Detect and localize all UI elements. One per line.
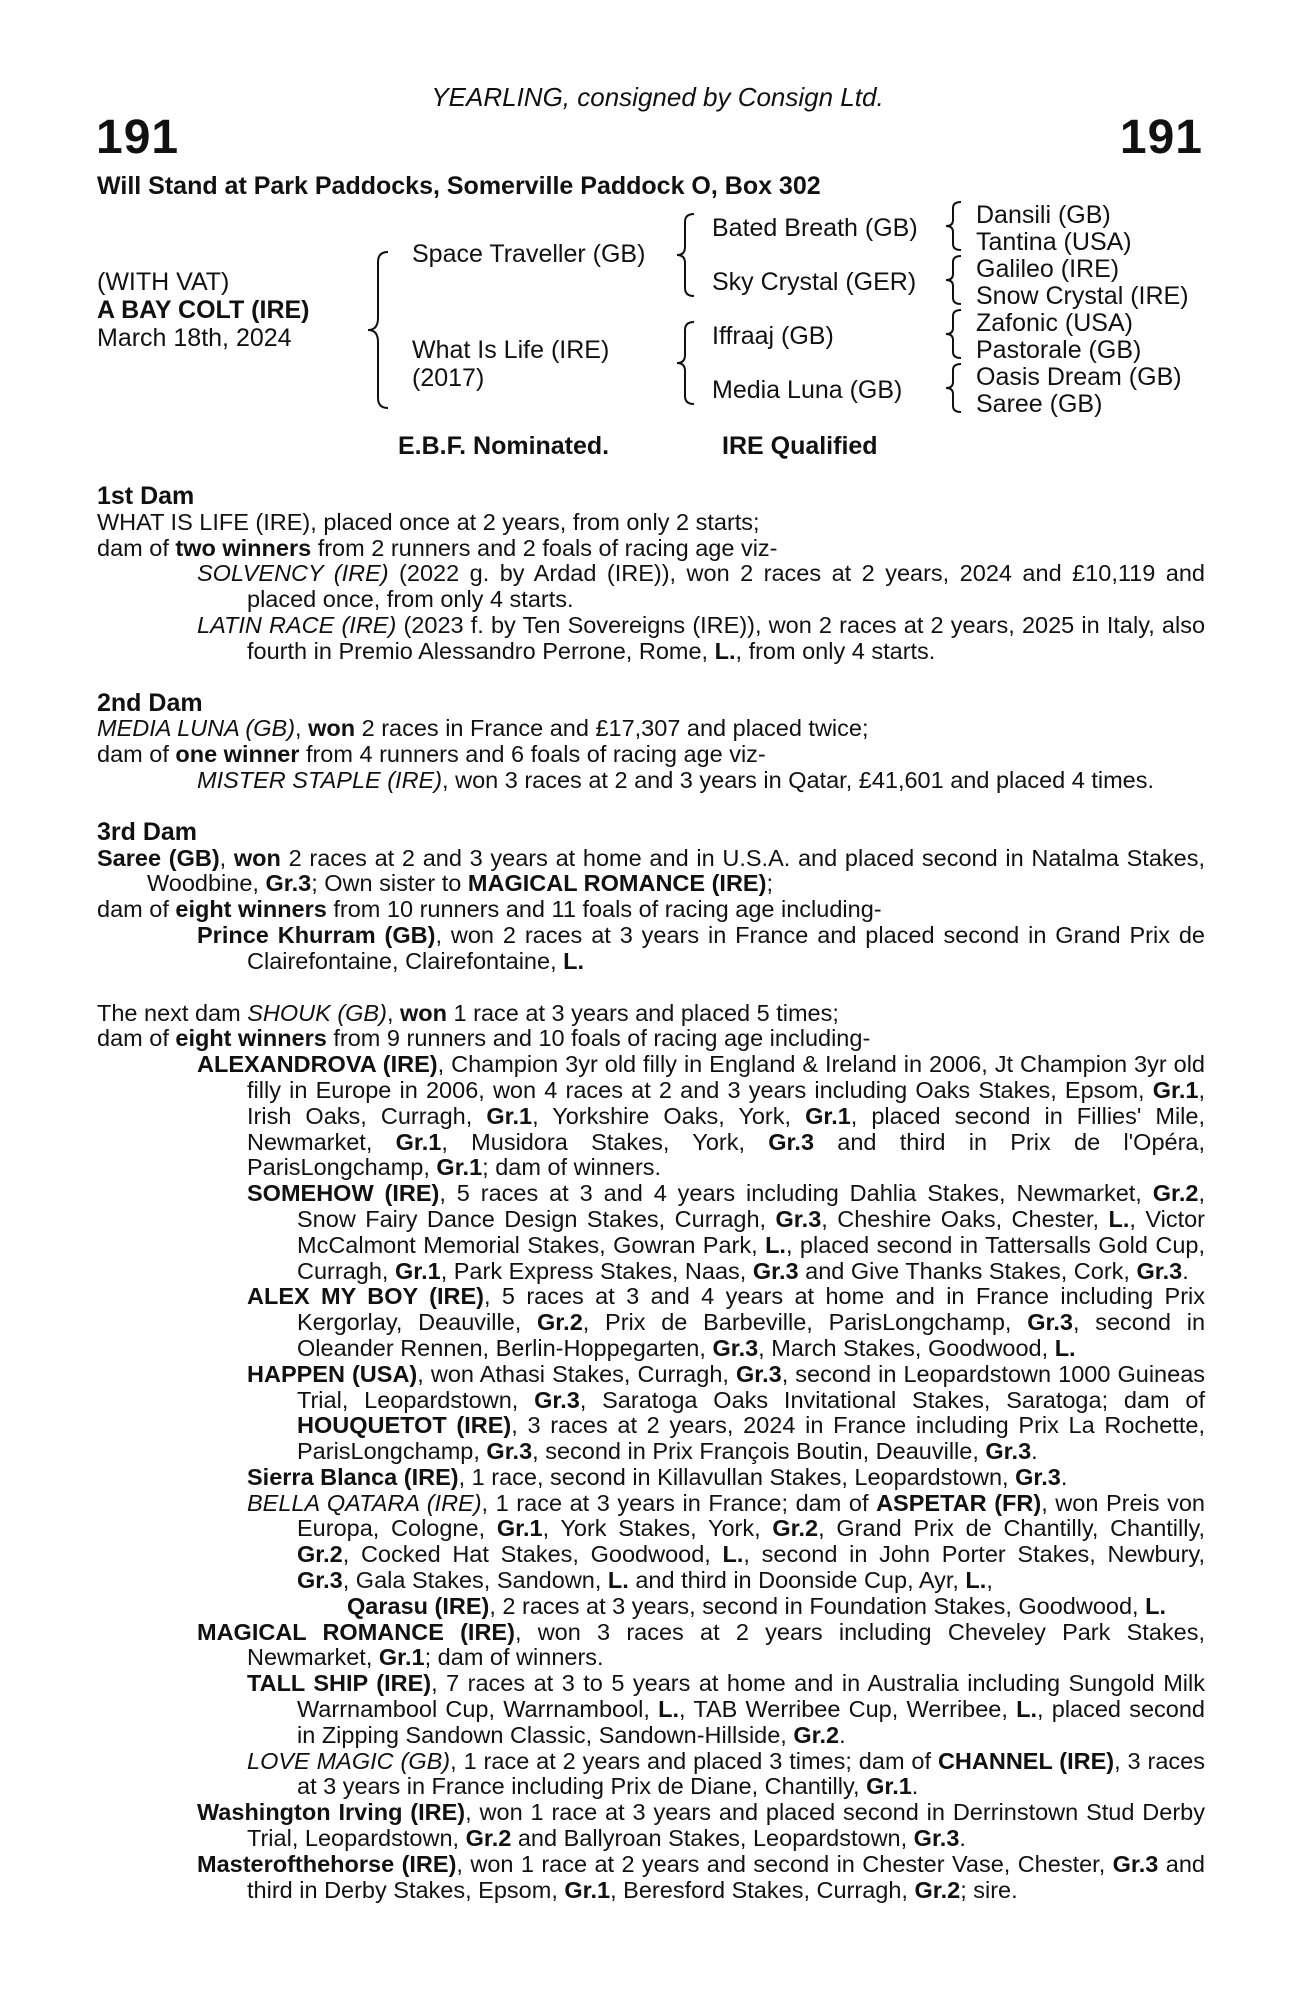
third-dam-winners: dam of eight winners from 10 runners and 11 foals of racing age including-	[97, 896, 882, 923]
brace-g1	[944, 200, 964, 252]
foal-magical-romance: MAGICAL ROMANCE (IRE), won 3 races at 2 years including Cheveley Park Stakes, Newmarket, Gr.1; dam of winners.	[197, 1618, 1205, 1671]
lot-number-left: 191	[96, 111, 180, 164]
foal-solvency: SOLVENCY (IRE) (2022 g. by Ardad (IRE)), won 2 races at 2 years, 2024 and £10,119 and placed once, from only 4 starts.	[197, 560, 1205, 613]
foal-love-magic: LOVE MAGIC (GB), 1 race at 2 years and placed 3 times; dam of CHANNEL (IRE), 3 races at 3 years in France including Prix de Diane, Chantilly, Gr.1.	[247, 1747, 1205, 1800]
first-dam-heading: 1st Dam	[97, 482, 195, 510]
ped-g3-7: Oasis Dream (GB)	[976, 363, 1182, 391]
foal-washington-irving: Washington Irving (IRE), won 1 race at 3 years and placed second in Derrinstown Stud Derby Trial, Leopardstown, Gr.2 and Ballyroan Stakes, Leopardstown, Gr.3.	[197, 1799, 1205, 1852]
ped-sire: Space Traveller (GB)	[412, 240, 646, 268]
third-dam-heading: 3rd Dam	[97, 817, 198, 846]
foal-sierra-blanca: Sierra Blanca (IRE), 1 race, second in Killavullan Stakes, Leopardstown, Gr.3.	[247, 1463, 1068, 1490]
ped-sire-sire: Bated Breath (GB)	[712, 214, 918, 242]
foal-prince-khurram: Prince Khurram (GB), won 2 races at 3 years in France and placed second in Grand Prix de Clairefontaine, Clairefontaine, L.	[197, 921, 1205, 974]
ped-dam: What Is Life (IRE)	[412, 336, 610, 364]
foal-masterofthehorse: Masterofthehorse (IRE), won 1 race at 2 years and second in Chester Vase, Chester, Gr.3 and third in Derby Stakes, Epsom, Gr.1, Beresford Stakes, Curragh, Gr.2; sire.	[197, 1850, 1205, 1903]
brace-g2	[944, 254, 964, 306]
ped-dam-year: (2017)	[412, 364, 485, 392]
lot-dob: March 18th, 2024	[97, 324, 292, 352]
ped-sire-dam: Sky Crystal (GER)	[712, 268, 917, 296]
next-dam-winners: dam of eight winners from 9 runners and 10 foals of racing age including-	[97, 1025, 871, 1052]
brace-g4	[944, 362, 964, 414]
next-dam-line: The next dam SHOUK (GB), won 1 race at 3 years and placed 5 times;	[97, 999, 839, 1026]
foal-somehow: SOMEHOW (IRE), 5 races at 3 and 4 years including Dahlia Stakes, Newmarket, Gr.2, Snow Fairy Dance Design Stakes, Curragh, Gr.3, Cheshire Oaks, Chester, L., Victor McCalmont Memorial Stakes, Gowran Park, L., placed second in Tattersalls Gold Cup, Curragh, Gr.1, Park Express Stakes, Naas, Gr.3 and Give Thanks Stakes, Cork, Gr.3.	[247, 1180, 1206, 1284]
produce-record	[97, 484, 1205, 1903]
first-dam-line: WHAT IS LIFE (IRE), placed once at 2 years, from only 2 starts;	[97, 508, 760, 535]
second-dam-heading: 2nd Dam	[97, 688, 203, 717]
foal-alex-my-boy: ALEX MY BOY (IRE), 5 races at 3 and 4 years at home and in France including Prix Kergorlay, Deauville, Gr.2, Prix de Barbeville, ParisLongchamp, Gr.3, second in Oleander Rennen, Berlin-Hoppegarten, Gr.3, March Stakes, Goodwood, L.	[247, 1283, 1206, 1361]
second-dam-line: MEDIA LUNA (GB), won 2 races in France and £17,307 and placed twice;	[97, 715, 869, 742]
foal-tall-ship: TALL SHIP (IRE), 7 races at 3 to 5 years at home and in Australia including Sungold Milk Warrnambool Cup, Warrnambool, L., TAB Werribee Cup, Werribee, L., placed second in Zipping Sandown Classic, Sandown-Hillside, Gr.2.	[247, 1670, 1205, 1748]
lot-number-right: 191	[1119, 111, 1203, 164]
ped-g3-1: Dansili (GB)	[976, 201, 1111, 229]
consignment-line: YEARLING, consigned by Consign Ltd.	[431, 82, 884, 112]
foal-mister-staple: MISTER STAPLE (IRE), won 3 races at 2 and 3 years in Qatar, £41,601 and placed 4 times.	[197, 766, 1155, 793]
ire-qualified: IRE Qualified	[722, 432, 878, 460]
foal-happen: HAPPEN (USA), won Athasi Stakes, Curragh, Gr.3, second in Leopardstown 1000 Guineas Trial, Leopardstown, Gr.3, Saratoga Oaks Invitational Stakes, Saratoga; dam of HOUQUETOT (IRE), 3 races at 2 years, 2024 in France including Prix La Rochette, ParisLongchamp, Gr.3, second in Prix François Boutin, Deauville, Gr.3.	[247, 1360, 1206, 1465]
brace-main	[366, 250, 392, 410]
brace-sire	[675, 212, 697, 298]
ped-g3-4: Snow Crystal (IRE)	[976, 282, 1189, 310]
foal-bella-qatara: BELLA QATARA (IRE), 1 race at 3 years in France; dam of ASPETAR (FR), won Preis von Europa, Cologne, Gr.1, York Stakes, York, Gr.2, Grand Prix de Chantilly, Chantilly, Gr.2, Cocked Hat Stakes, Goodwood, L., second in John Porter Stakes, Newbury, Gr.3, Gala Stakes, Sandown, L. and third in Doonside Cup, Ayr, L.,	[247, 1489, 1205, 1594]
ebf-nominated: E.B.F. Nominated.	[398, 432, 610, 460]
foal-alexandrova: ALEXANDROVA (IRE), Champion 3yr old filly in England & Ireland in 2006, Jt Champion 3yr old filly in Europe in 2006, won 4 races at 2 and 3 years including Oaks Stakes, Epsom, Gr.1, Irish Oaks, Curragh, Gr.1, Yorkshire Oaks, York, Gr.1, placed second in Fillies' Mile, Newmarket, Gr.1, Musidora Stakes, York, Gr.3 and third in Prix de l'Opéra, ParisLongchamp, Gr.1; dam of winners.	[197, 1051, 1206, 1181]
ped-g3-3: Galileo (IRE)	[976, 255, 1120, 283]
ped-g3-8: Saree (GB)	[976, 390, 1103, 418]
ped-g3-6: Pastorale (GB)	[976, 336, 1142, 364]
first-dam-winners: dam of two winners from 2 runners and 2 foals of racing age viz-	[97, 534, 778, 561]
ped-dam-sire: Iffraaj (GB)	[712, 322, 834, 350]
lot-title: A BAY COLT (IRE)	[97, 296, 310, 324]
stand-location: Will Stand at Park Paddocks, Somerville Paddock O, Box 302	[97, 172, 821, 200]
brace-dam	[675, 320, 697, 406]
brace-g3	[944, 308, 964, 360]
ped-g3-2: Tantina (USA)	[976, 228, 1132, 256]
third-dam-line: Saree (GB), won 2 races at 2 and 3 years at home and in U.S.A. and placed second in Natalma Stakes, Woodbine, Gr.3; Own sister to MAGICAL ROMANCE (IRE);	[97, 844, 1205, 897]
second-dam-winners: dam of one winner from 4 runners and 6 foals of racing age viz-	[97, 741, 766, 768]
foal-latin-race: LATIN RACE (IRE) (2023 f. by Ten Sovereigns (IRE)), won 2 races at 2 years, 2025 in Italy, also fourth in Premio Alessandro Perrone, Rome, L., from only 4 starts.	[197, 611, 1206, 664]
ped-dam-dam: Media Luna (GB)	[712, 376, 903, 404]
foal-qarasu: Qarasu (IRE), 2 races at 3 years, second in Foundation Stakes, Goodwood, L.	[347, 1592, 1167, 1619]
ped-g3-5: Zafonic (USA)	[976, 309, 1133, 337]
vat-note: (WITH VAT)	[97, 268, 230, 296]
